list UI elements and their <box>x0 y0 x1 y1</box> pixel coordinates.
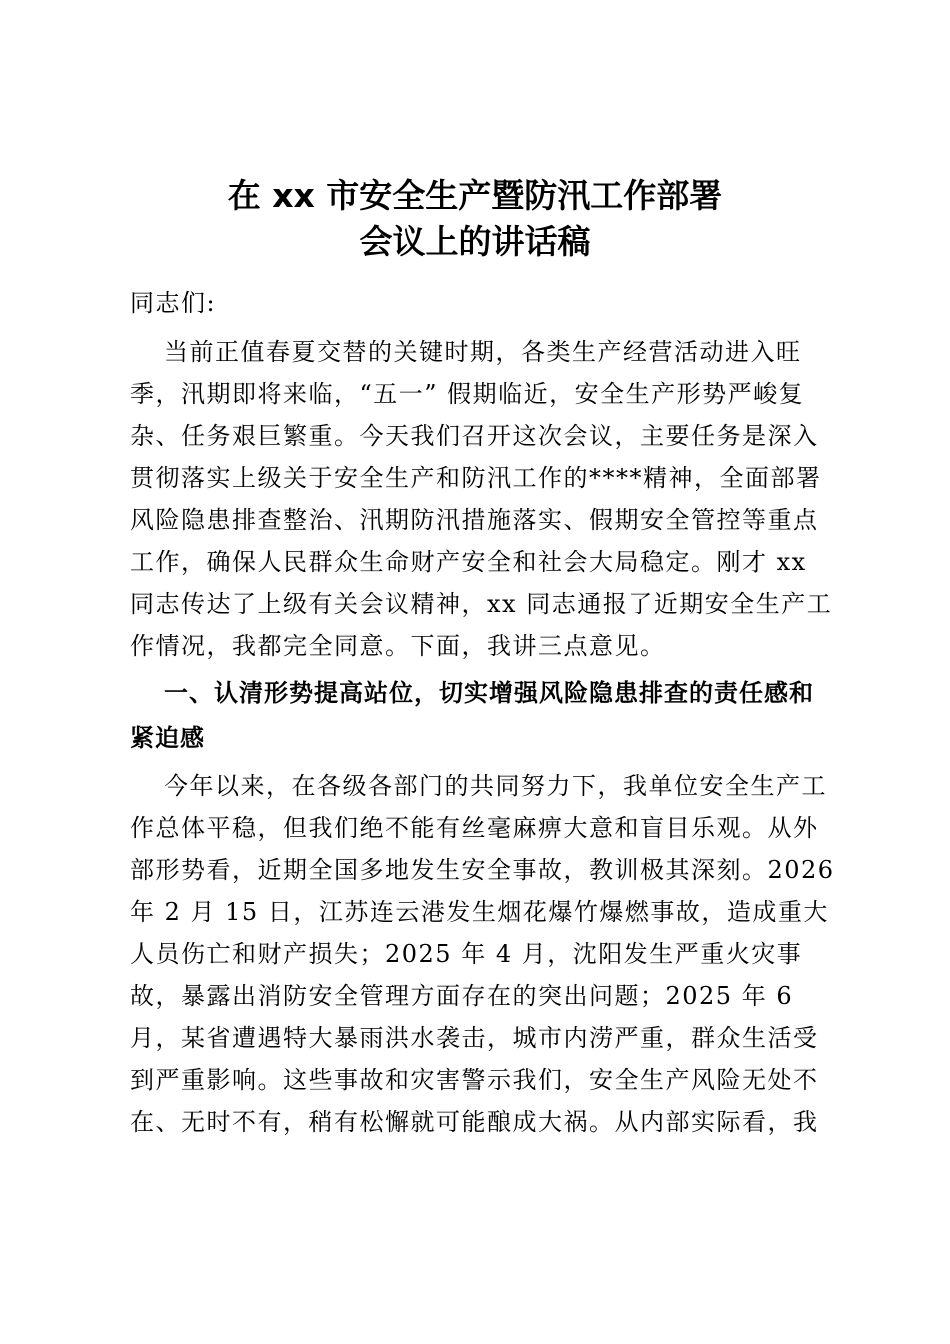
salutation: 同志们: <box>130 289 217 317</box>
intro-line-4: 贯彻落实上级关于安全生产和防汛工作的****精神，全面部署 <box>130 464 822 492</box>
intro-line-2: 季，汛期即将来临，“五一” 假期临近，安全生产形势严峻复 <box>130 380 805 408</box>
section-1-heading-line-2: 紧迫感 <box>130 724 205 752</box>
section-1-line-6: 故，暴露出消防安全管理方面存在的突出问题；2025 年 6 <box>130 982 794 1010</box>
intro-line-7: 同志传达了上级有关会议精神，xx 同志通报了近期安全生产工 <box>130 590 833 618</box>
document-title-line-1: 在 xx 市安全生产暨防汛工作部署 <box>227 176 723 215</box>
intro-line-1: 当前正值春夏交替的关键时期，各类生产经营活动进入旺 <box>164 338 802 366</box>
intro-line-3: 杂、任务艰巨繁重。今天我们召开这次会议，主要任务是深入 <box>130 422 819 450</box>
section-1-line-7: 月，某省遭遇特大暴雨洪水袭击，城市内涝严重，群众生活受 <box>130 1024 819 1052</box>
section-1-line-1: 今年以来，在各级各部门的共同努力下，我单位安全生产工 <box>164 772 827 800</box>
section-1-heading-line-1: 一、认清形势提高站位，切实增强风险隐患排查的责任感和 <box>164 679 814 707</box>
section-1-line-2: 作总体平稳，但我们绝不能有丝毫麻痹大意和盲目乐观。从外 <box>130 814 819 842</box>
section-1-line-3: 部形势看，近期全国多地发生安全事故，教训极其深刻。2026 <box>130 856 835 884</box>
intro-line-6: 工作，确保人民群众生命财产安全和社会大局稳定。刚才 xx <box>130 548 807 576</box>
intro-line-8: 作情况，我都完全同意。下面，我讲三点意见。 <box>130 632 666 660</box>
section-1-line-4: 年 2 月 15 日，江苏连云港发生烟花爆竹爆燃事故，造成重大 <box>130 898 829 926</box>
intro-line-5: 风险隐患排查整治、汛期防汛措施落实、假期安全管控等重点 <box>130 506 819 534</box>
section-1-line-8: 到严重影响。这些事故和灾害警示我们，安全生产风险无处不 <box>130 1066 819 1094</box>
section-1-line-9: 在、无时不有，稍有松懈就可能酿成大祸。从内部实际看，我 <box>130 1108 819 1136</box>
document-title-line-2: 会议上的讲话稿 <box>359 222 591 261</box>
section-1-line-5: 人员伤亡和财产损失；2025 年 4 月，沈阳发生严重火灾事 <box>130 940 803 968</box>
